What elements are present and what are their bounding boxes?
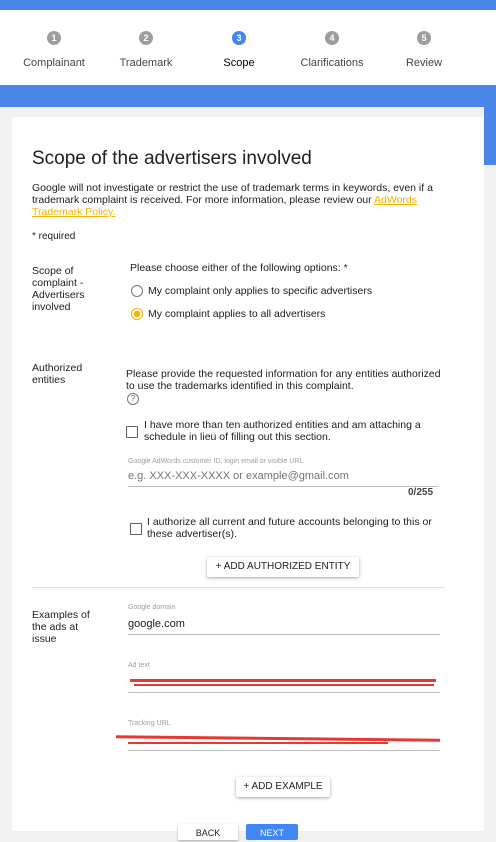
page-title: Scope of the advertisers involved	[32, 148, 312, 169]
next-button[interactable]: NEXT	[246, 824, 298, 840]
step-label: Review	[405, 57, 443, 69]
authorized-prompt: Please provide the requested information for any entities authorized to use the trademarks identified in this complaint.	[126, 368, 441, 392]
radio-label-all[interactable]: My complaint applies to all advertisers	[148, 308, 326, 320]
radio-all-advertisers[interactable]	[131, 308, 143, 320]
redaction-mark	[130, 679, 436, 682]
step-trademark[interactable]	[98, 28, 194, 69]
checkbox-authorize-all-label[interactable]: I authorize all current and future accounts belonging to this or these advertiser(s).	[147, 516, 432, 540]
step-scope[interactable]	[191, 28, 287, 69]
step-label: Scope	[223, 57, 255, 69]
top-accent-bar	[0, 0, 496, 10]
step-number: 5	[417, 31, 431, 45]
step-number: 1	[47, 31, 61, 45]
domain-value: google.com	[128, 618, 185, 630]
help-icon[interactable]: ?	[127, 393, 139, 405]
id-field-label: Google AdWords customer ID, login email or visible URL	[128, 458, 304, 465]
id-field[interactable]	[128, 469, 438, 487]
step-label: Trademark	[119, 57, 173, 69]
radio-specific-advertisers[interactable]	[131, 285, 143, 297]
intro-body: Google will not investigate or restrict the use of trademark terms in keywords, even if a trademark complaint is received. For more information, please review our	[32, 182, 433, 206]
header-band	[0, 85, 496, 107]
radio-label-specific[interactable]: My complaint only applies to specific advertisers	[148, 285, 373, 297]
step-label: Clarifications	[300, 57, 364, 69]
step-number: 2	[139, 31, 153, 45]
step-clarifications[interactable]	[284, 28, 380, 69]
stepper	[0, 10, 496, 85]
intro-text	[32, 182, 442, 218]
scope-prompt: Please choose either of the following options: *	[130, 262, 348, 274]
section-divider	[32, 587, 445, 588]
domain-label: Google domain	[128, 604, 176, 611]
redaction-mark	[134, 684, 434, 686]
required-note: * required	[32, 231, 76, 242]
examples-side-label: Examples of the ads at issue	[32, 609, 90, 645]
redaction-mark	[128, 742, 388, 744]
step-complainant[interactable]	[6, 28, 102, 69]
tracking-url-label: Tracking URL	[128, 720, 171, 727]
step-number: 4	[325, 31, 339, 45]
ad-text-label: Ad text	[128, 662, 150, 669]
policy-link[interactable]: AdWords Trademark Policy.	[32, 194, 417, 218]
id-field-placeholder: e.g. XXX-XXX-XXXX or example@gmail.com	[128, 470, 349, 482]
checkbox-authorize-all[interactable]	[130, 523, 142, 535]
scope-side-label: Scope of complaint - Advertisers involved	[32, 265, 85, 313]
step-label: Complainant	[23, 57, 85, 69]
authorized-side-label: Authorized entities	[32, 362, 83, 386]
back-button[interactable]: BACK	[178, 824, 238, 840]
add-example-button[interactable]: + ADD EXAMPLE	[236, 777, 330, 797]
char-counter: 0/255	[408, 487, 434, 498]
checkbox-more-than-ten[interactable]	[126, 426, 138, 438]
checkbox-more-than-ten-label[interactable]: I have more than ten authorized entities and am attaching a schedule in lieu of filling out this section.	[144, 419, 421, 443]
add-authorized-entity-button[interactable]: + ADD AUTHORIZED ENTITY	[207, 557, 359, 577]
step-review[interactable]	[376, 28, 472, 69]
domain-field[interactable]	[128, 617, 440, 635]
step-number: 3	[232, 31, 246, 45]
side-band	[484, 107, 496, 165]
